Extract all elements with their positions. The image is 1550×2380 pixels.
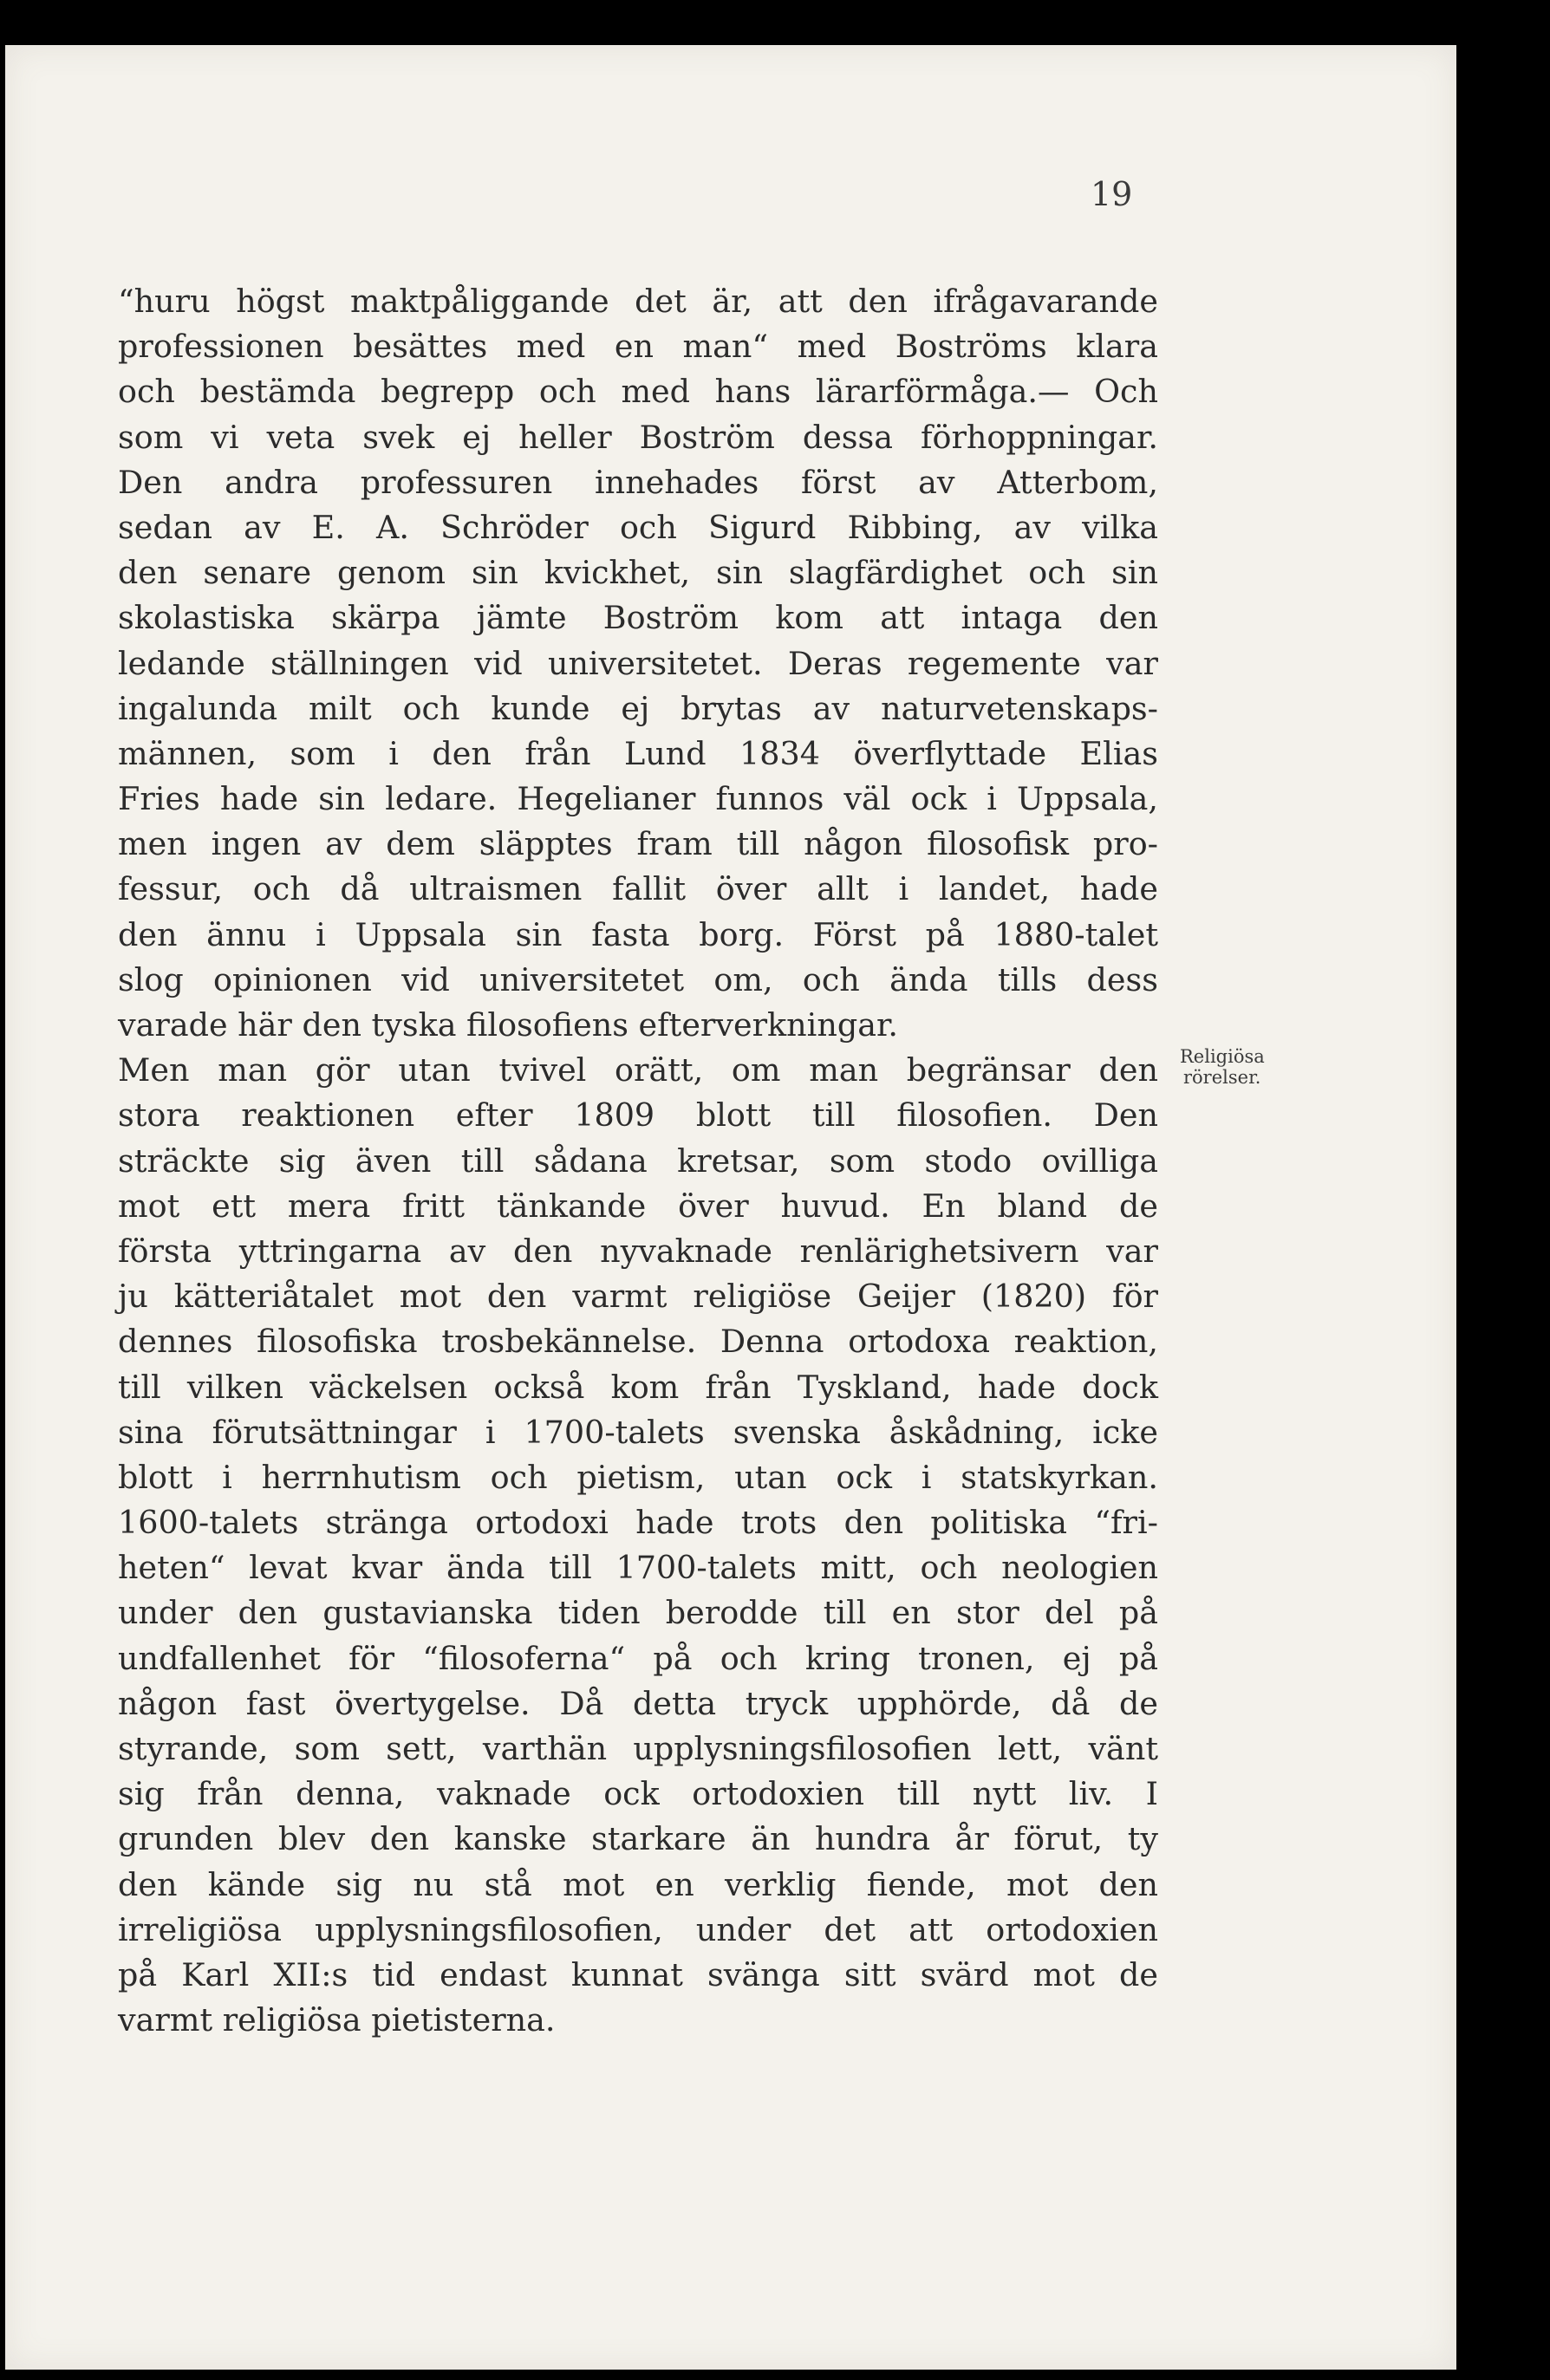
text-line: blott i herrnhutism och pietism, utan ock i statskyrkan. [118,1458,1158,1496]
book-page [5,45,1456,2370]
margin-note-line: Religiösa [1180,1046,1265,1067]
text-line: stora reaktionen efter 1809 blott till filosofien. Den [118,1096,1158,1135]
text-line: skolastiska skärpa jämte Boström kom att intaga den [118,599,1158,637]
text-line: varmt religiösa pietisterna. [118,2001,556,2039]
text-line: sig från denna, vaknade ock ortodoxien till nytt liv. I [118,1775,1158,1813]
text-line: som vi veta svek ej heller Boström dessa förhoppningar. [118,418,1158,456]
text-line: mot ett mera fritt tänkande över huvud. En bland de [118,1187,1158,1225]
text-line: irreligiösa upplysningsfilosofien, under det att ortodoxien [118,1910,1158,1948]
text-line: professionen besättes med en man“ med Boströms klara [118,328,1158,366]
text-line: styrande, som sett, varthän upplysningsfilosofien lett, vänt [118,1730,1158,1767]
text-line: undfallenhet för “filosoferna“ på och kring tronen, ej på [118,1639,1158,1677]
text-line: sina förutsättningar i 1700-talets svenska åskådning, icke [118,1413,1158,1451]
text-line: männen, som i den från Lund 1834 överflyttade Elias [118,734,1158,772]
text-line: sträckte sig även till sådana kretsar, som stodo ovilliga [118,1141,1158,1180]
text-line: Den andra professuren innehades först av Atterbom, [118,463,1158,501]
text-line: grunden blev den kanske starkare än hundra år förut, ty [118,1820,1158,1858]
text-line: och bestämda begrepp och med hans lärarförmåga.— Och [118,373,1158,411]
text-line: fessur, och då ultraismen fallit över allt i landet, hade [118,870,1158,908]
text-line: den senare genom sin kvickhet, sin slagfärdighet och sin [118,554,1158,592]
text-line: ingalunda milt och kunde ej brytas av naturvetenskaps- [118,689,1158,727]
margin-note [1180,1046,1265,1088]
margin-note-line: rörelser. [1183,1067,1261,1088]
page-number: 19 [1091,175,1133,213]
text-line: 1600-talets stränga ortodoxi hade trots den politiska “fri- [118,1504,1158,1542]
text-line: sedan av E. A. Schröder och Sigurd Ribbing, av vilka [118,508,1158,546]
text-line: slog opinionen vid universitetet om, och ända tills dess [118,960,1158,998]
text-line: Fries hade sin ledare. Hegelianer funnos väl ock i Uppsala, [118,780,1158,818]
text-line: till vilken väckelsen också kom från Tyskland, hade dock [118,1368,1158,1406]
text-line: den kände sig nu stå mot en verklig fiende, mot den [118,1865,1158,1903]
text-line: heten“ levat kvar ända till 1700-talets mitt, och neologien [118,1549,1158,1587]
text-line: Men man gör utan tvivel orätt, om man begränsar den [118,1051,1158,1089]
text-line: varade här den tyska filosofiens efterverkningar. [118,1006,899,1044]
body-text [118,279,1158,2043]
text-line: ju kätteriåtalet mot den varmt religiöse Geijer (1820) för [118,1278,1158,1316]
text-line: under den gustavianska tiden berodde till en stor del på [118,1594,1158,1632]
text-line: ledande ställningen vid universitetet. Deras regemente var [118,644,1158,682]
text-line: första yttringarna av den nyvaknade renlärighetsivern var [118,1232,1158,1270]
text-line: men ingen av dem släpptes fram till någon filosofisk pro- [118,825,1158,863]
text-line: på Karl XII:s tid endast kunnat svänga sitt svärd mot de [118,1955,1158,1993]
text-line: den ännu i Uppsala sin fasta borg. Först på 1880-talet [118,915,1158,953]
text-line: dennes filosofiska trosbekännelse. Denna ortodoxa reaktion, [118,1323,1158,1361]
text-line: “huru högst maktpåliggande det är, att den ifrågavarande [118,283,1158,320]
text-line: någon fast övertygelse. Då detta tryck upphörde, då de [118,1684,1158,1722]
